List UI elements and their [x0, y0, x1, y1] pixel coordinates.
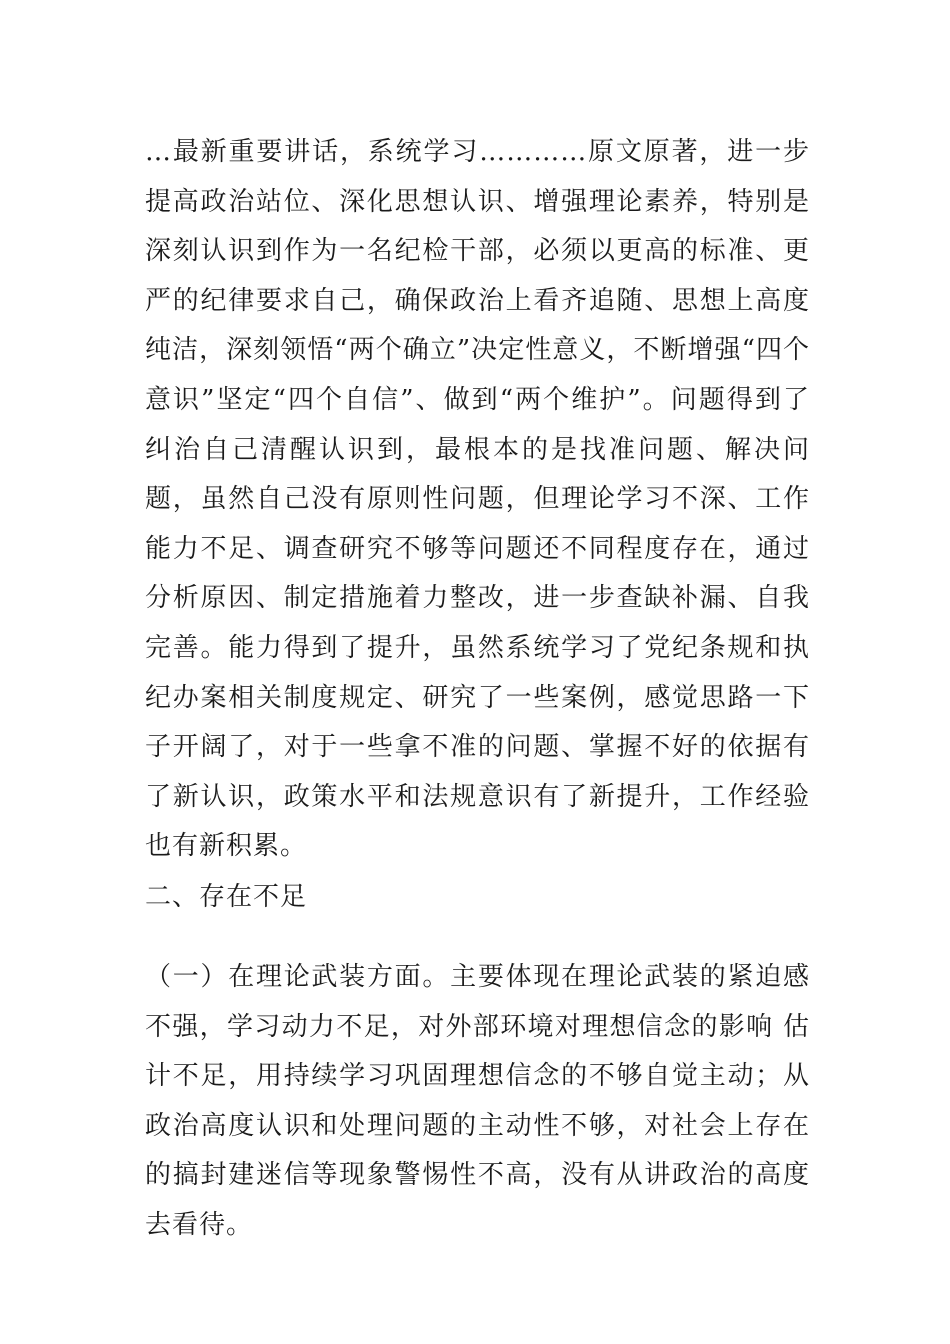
- section-heading: 二、存在不足: [145, 882, 308, 912]
- body-paragraph: （一）在理论武装方面。主要体现在理论武装的紧迫感不强，学习动力不足，对外部环境对理想信念的影响 估计不足，用持续学习巩固理想信念的不够自觉主动；从政治高度认识和处理问题的主动性不够，对社会上存在的搞封建迷信等现象警惕性不高，没有从讲政治的高度去看待。: [145, 962, 810, 1240]
- body-paragraph: …最新重要讲话，系统学习…………原文原著，进一步提高政治站位、深化思想认识、增强理论素养，特别是深刻认识到作为一名纪检干部，必须以更高的标准、更严的纪律要求自己，确保政治上看齐追随、思想上高度纯洁，深刻领悟“两个确立”决定性意义，不断增强“四个意识”坚定“四个自信”、做到“两个维护”。问题得到了纠治自己清醒认识到，最根本的是找准问题、解决问题，虽然自己没有原则性问题，但理论学习不深、工作能力不足、调查研究不够等问题还不同程度存在，通过分析原因、制定措施着力整改，进一步查缺补漏、自我完善。能力得到了提升，虽然系统学习了党纪条规和执纪办案相关制度规定、研究了一些案例，感觉思路一下子开阔了，对于一些拿不准的问题、掌握不好的依据有了新认识，政策水平和法规意识有了新提升，工作经验也有新积累。: [145, 137, 810, 862]
